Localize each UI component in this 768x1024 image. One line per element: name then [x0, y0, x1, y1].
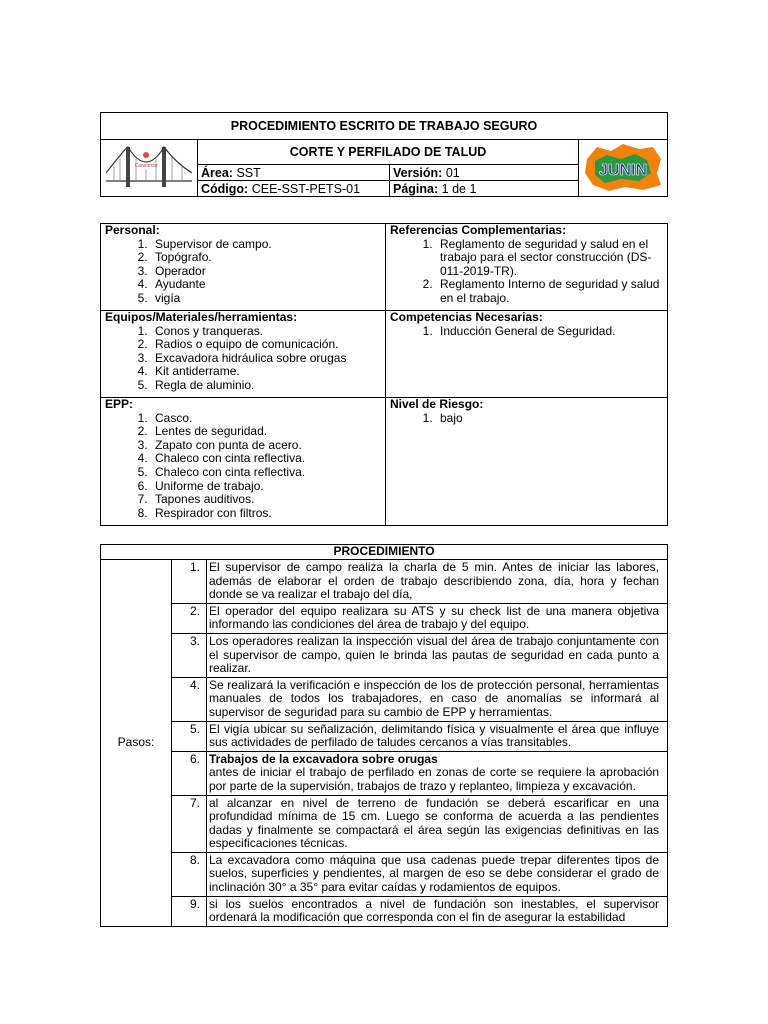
equipos-list [105, 325, 382, 393]
procedure-step-row [101, 795, 668, 852]
step-text: al alcanzar en nivel de terreno de fundación se deberá escarificar en una profundidad mínima de 15 cm. Luego se conforma de acuerda a las pendientes dadas y finalmente se compactará el área según las exigencias definitivas en las especificaciones técnicas. [209, 795, 659, 851]
header-table [100, 112, 668, 197]
step-text: Los operadores realizan la inspección visual del área de trabajo conjuntamente con el supervisor de campo, quien le brinda las pautas de seguridad en cada punto a realizar. [209, 633, 659, 676]
epp-item: 1. Casco. [151, 412, 382, 426]
personal-list [105, 238, 382, 306]
junin-logo-icon [581, 141, 665, 193]
document-title: PROCEDIMIENTO ESCRITO DE TRABAJO SEGURO [101, 113, 668, 140]
procedure-step-row [101, 721, 668, 751]
personal-item: 5. vigía [151, 292, 382, 306]
referencias-cell [386, 224, 668, 311]
step-number: 6. [172, 751, 207, 795]
equipos-heading: Equipos/Materiales/herramientas: [105, 310, 298, 324]
personal-cell [101, 224, 386, 311]
area-value: SST [236, 165, 261, 180]
equipos-item: 5. Regla de aluminio. [151, 379, 382, 393]
version-label: Versión: [393, 165, 443, 180]
personal-item: 2. Topógrafo. [151, 251, 382, 265]
step-number: 4. [172, 677, 207, 721]
epp-item: 3. Zapato con punta de acero. [151, 439, 382, 453]
competencias-cell [386, 311, 668, 398]
equipos-item: 1. Conos y tranqueras. [151, 325, 382, 339]
area-label: Área: [201, 165, 233, 180]
version-value: 01 [445, 165, 460, 180]
epp-item: 4. Chaleco con cinta reflectiva. [151, 452, 382, 466]
pagina-value: 1 de 1 [441, 181, 477, 196]
competencias-heading: Competencias Necesarias: [390, 310, 543, 324]
codigo-label: Código: [201, 181, 249, 196]
step-text: El vigía ubicar su señalización, delimitando física y visualmente el área que influye sus actividades de perfilado de taludes cercanos a vías transitables. [209, 721, 659, 750]
referencias-item: 2. Reglamento Interno de seguridad y salud en el trabajo. [436, 278, 664, 305]
equipos-item: 3. Excavadora hidráulica sobre orugas [151, 352, 382, 366]
epp-item: 7. Tapones auditivos. [151, 493, 382, 507]
epp-heading: EPP: [105, 397, 134, 411]
riesgo-cell [386, 398, 668, 526]
step-text-cell [207, 896, 668, 926]
competencias-item: 1. Inducción General de Seguridad. [436, 325, 664, 339]
personal-item: 1. Supervisor de campo. [151, 238, 382, 252]
epp-list [105, 412, 382, 521]
step-text-cell [207, 751, 668, 795]
equipos-item: 4. Kit antiderrame. [151, 365, 382, 379]
pagina-cell [390, 181, 579, 197]
competencias-list [390, 325, 664, 339]
step-text-cell [207, 677, 668, 721]
version-cell [390, 165, 579, 181]
step-text: antes de iniciar el trabajo de perfilado en zonas de corte se requiere la aprobación por parte de la supervisión, trabajos de trazo y replanteo, limpieza y excavación. [209, 765, 659, 793]
step-number: 3. [172, 633, 207, 677]
codigo-cell [198, 181, 390, 197]
pasos-label: Pasos: [101, 560, 172, 927]
consorcio-logo-cell [101, 140, 198, 197]
step-number: 1. [172, 560, 207, 604]
procedure-step-row [101, 852, 668, 896]
info-table [100, 223, 668, 526]
procedure-step-row [101, 677, 668, 721]
procedure-step-row [101, 751, 668, 795]
step-text-cell [207, 603, 668, 633]
procedure-step-row [101, 603, 668, 633]
step-text-cell [207, 795, 668, 852]
bridge-logo-icon [106, 143, 192, 191]
referencias-list [390, 238, 664, 306]
step-text-cell [207, 852, 668, 896]
junin-logo-cell [579, 140, 668, 197]
step-text-cell [207, 721, 668, 751]
step-number: 8. [172, 852, 207, 896]
consorcio-logo-text: Consorcio [134, 162, 158, 169]
document-subtitle: CORTE Y PERFILADO DE TALUD [198, 140, 579, 165]
pagina-label: Página: [393, 181, 439, 196]
step-number: 2. [172, 603, 207, 633]
epp-item: 8. Respirador con filtros. [151, 507, 382, 521]
personal-item: 3. Operador [151, 265, 382, 279]
epp-cell [101, 398, 386, 526]
equipos-item: 2. Radios o equipo de comunicación. [151, 338, 382, 352]
codigo-value: CEE-SST-PETS-01 [251, 181, 361, 196]
riesgo-item: 1. bajo [436, 412, 664, 426]
epp-item: 2. Lentes de seguridad. [151, 425, 382, 439]
riesgo-heading: Nivel de Riesgo: [390, 397, 484, 411]
step-title: Trabajos de la excavadora sobre orugas [209, 751, 438, 766]
step-text: Se realizará la verificación e inspección de los de protección personal, herramientas manuales de todos los trabajadores, en caso de anomalías se informará al supervisor de seguridad para su cambio de EPP y herramientas. [209, 677, 659, 719]
referencias-heading: Referencias Complementarias: [390, 223, 567, 237]
step-number: 5. [172, 721, 207, 751]
procedure-table [100, 544, 668, 927]
equipos-cell [101, 311, 386, 398]
step-text: El supervisor de campo realiza la charla de 5 min. Antes de iniciar las labores, además de elaborar el orden de trabajo describiendo zona, día, hora y fechan donde se va realizar el trabajo del día, [209, 560, 659, 602]
step-number: 7. [172, 795, 207, 852]
step-text-cell [207, 560, 668, 604]
area-cell [198, 165, 390, 181]
step-text: El operador del equipo realizara su ATS y su check list de una manera objetiva informando las condiciones del área de trabajo y del equipo. [209, 603, 659, 632]
personal-item: 4. Ayudante [151, 278, 382, 292]
procedure-heading: PROCEDIMIENTO [101, 545, 668, 560]
procedure-step-row [101, 560, 668, 604]
step-text: si los suelos encontrados a nivel de fundación son inestables, el supervisor ordenará la modificación que corresponda con el fin de asegurar la estabilidad [209, 896, 659, 925]
step-number: 9. [172, 896, 207, 926]
procedure-step-row [101, 633, 668, 677]
junin-logo-text: JUNIN [598, 161, 648, 179]
step-text-cell [207, 633, 668, 677]
referencias-item: 1. Reglamento de seguridad y salud en el trabajo para el sector construcción (DS-011-2019-TR). [436, 238, 664, 279]
epp-item: 5. Chaleco con cinta reflectiva. [151, 466, 382, 480]
riesgo-list [390, 412, 664, 426]
epp-item: 6. Uniforme de trabajo. [151, 480, 382, 494]
step-text: La excavadora como máquina que usa cadenas puede trepar diferentes tipos de suelos, superficies y pendientes, al margen de eso se debe considerar el grado de inclinación 30° a 35° para evitar caídas y rodamientos de equipos. [209, 852, 659, 895]
personal-heading: Personal: [105, 223, 160, 237]
procedure-step-row [101, 896, 668, 926]
